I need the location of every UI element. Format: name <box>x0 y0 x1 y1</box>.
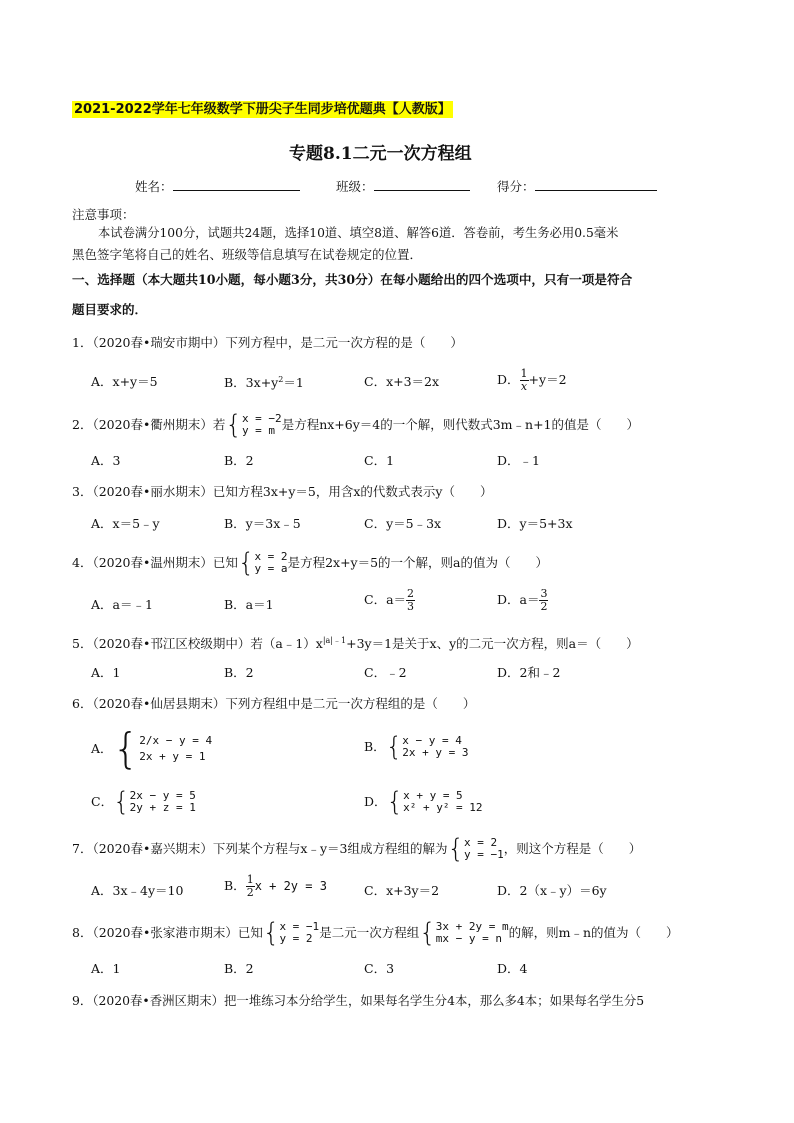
q1-d-post: +y＝2 <box>528 371 567 387</box>
q6-d-brace: { <box>386 787 404 817</box>
q8-stem <box>72 920 679 946</box>
notice-line-1: 本试卷满分100分，试题共24题，选择10道、填空8道、解答6道．答卷前，考生务必用0.5毫米 <box>98 226 619 240</box>
q8-option-a[interactable]: A．1 <box>91 961 121 976</box>
q4-d-fraction <box>539 588 548 612</box>
q8-sys-4: mx − y = n <box>435 932 502 945</box>
class-field <box>336 178 470 194</box>
q8-option-b[interactable]: B．2 <box>224 961 254 976</box>
q9-stem: 9．（2020春•香洲区期末）把一堆练习本分给学生，如果每名学生分4本，那么多4本；如果每名学生分5 <box>72 993 645 1008</box>
name-label: 姓名： <box>135 179 173 194</box>
q2-option-b[interactable]: B．2 <box>224 453 254 468</box>
q3-option-b[interactable]: B．y＝3x﹣5 <box>224 516 301 531</box>
q6-option-a[interactable] <box>91 724 213 773</box>
q6-option-c[interactable] <box>91 789 196 815</box>
q6-c-2: 2y + z = 1 <box>129 801 196 814</box>
q6-d-2: x² + y² = 12 <box>403 801 483 814</box>
q1-d-num: 1 <box>520 367 528 380</box>
q7-sys-2: y = −1 <box>464 848 504 861</box>
q1-d-label: D． <box>497 371 520 387</box>
class-blank[interactable] <box>374 178 470 191</box>
q1-option-a[interactable]: A．x+y＝5 <box>91 374 158 389</box>
q2-option-a[interactable]: A．3 <box>91 453 121 468</box>
q6-a-label: A． <box>91 740 113 756</box>
q2-option-d[interactable]: D．﹣1 <box>497 453 540 468</box>
q4-c-den: 3 <box>407 599 415 613</box>
notice-heading: 注意事项： <box>72 207 135 222</box>
q5-option-b[interactable]: B．2 <box>224 665 254 680</box>
q2-sys-1: x = −2 <box>241 411 282 425</box>
score-blank[interactable] <box>535 178 657 191</box>
q8-sys-2: y = 2 <box>279 932 313 945</box>
q1-b-post: ＝1 <box>283 375 304 391</box>
q5-option-c[interactable]: C．﹣2 <box>364 665 407 680</box>
section-heading-line-2: 题目要求的． <box>72 302 148 317</box>
q8-sys-3: 3x + 2y = m <box>435 919 509 933</box>
q4-c-num: 2 <box>407 587 415 600</box>
q6-b-2: 2x + y = 3 <box>402 746 469 759</box>
q8-brace-1: { <box>262 918 280 948</box>
q4-option-c[interactable] <box>364 588 415 612</box>
q4-pre: 4．（2020春•温州期末）已知 <box>72 554 238 570</box>
q6-c-1: 2x − y = 5 <box>129 788 196 802</box>
q8-sys-1: x = −1 <box>279 919 320 933</box>
q7-option-a[interactable]: A．3x﹣4y＝10 <box>91 883 184 898</box>
q6-stem: 6．（2020春•仙居县期末）下列方程组中是二元一次方程组的是（ ） <box>72 696 476 711</box>
q4-option-a[interactable]: A．a＝﹣1 <box>91 597 153 612</box>
score-label: 得分： <box>497 179 535 194</box>
q6-option-b[interactable] <box>364 734 468 760</box>
q5-option-d[interactable]: D．2和﹣2 <box>497 665 561 680</box>
name-field <box>135 178 300 194</box>
q4-c-fraction <box>406 588 415 612</box>
q1-option-b[interactable] <box>224 376 304 390</box>
q8-option-c[interactable]: C．3 <box>364 961 395 976</box>
q1-stem: 1．（2020春•瑞安市期中）下列方程中，是二元一次方程的是（ ） <box>72 335 463 350</box>
q1-option-d[interactable] <box>497 368 567 392</box>
q4-d-den: 2 <box>540 599 548 613</box>
q6-a-2: 2x + y = 1 <box>139 750 206 763</box>
class-label: 班级： <box>336 179 374 194</box>
q7-b-label: B． <box>224 877 246 893</box>
q7-sys-1: x = 2 <box>464 835 498 849</box>
q1-option-c[interactable]: C．x+3＝2x <box>364 374 440 389</box>
q6-c-label: C． <box>91 793 114 809</box>
q6-b-brace: { <box>385 732 403 762</box>
q2-sys-2: y = m <box>241 424 276 437</box>
q8-pre: 8．（2020春•张家港市期末）已知 <box>72 924 263 940</box>
q3-option-c[interactable]: C．y＝5﹣3x <box>364 516 442 531</box>
q3-stem: 3．（2020春•丽水期末）已知方程3x+y＝5，用含x的代数式表示y（ ） <box>72 484 493 499</box>
q7-b-num: 1 <box>246 873 254 886</box>
q4-sys-1: x = 2 <box>254 549 288 563</box>
q4-d-num: 3 <box>540 587 548 600</box>
q4-d-label: D．a＝ <box>497 591 540 607</box>
q4-stem <box>72 550 548 576</box>
q7-b-post: x + 2y = 3 <box>254 879 327 894</box>
q7-system <box>447 836 503 862</box>
q2-post: 是方程nx+6y＝4的一个解，则代数式3m﹣n+1的值是（ ） <box>281 416 640 432</box>
q8-mid: 是二元一次方程组 <box>319 924 420 940</box>
q7-b-fraction <box>246 874 255 898</box>
score-field <box>497 178 657 194</box>
q6-a-system <box>112 724 213 773</box>
q5-pre: 5．（2020春•邗江区校级期中）若（a﹣1）x <box>72 636 323 652</box>
q7-option-b[interactable] <box>224 874 327 898</box>
notice-line-2: 黑色签字笔将自己的姓名、班级等信息填写在试卷规定的位置． <box>72 247 423 262</box>
q8-post: 的解，则m﹣n的值为（ ） <box>508 924 679 940</box>
q1-d-fraction <box>520 368 529 392</box>
q7-option-c[interactable]: C．x+3y＝2 <box>364 883 440 898</box>
q7-b-den: 2 <box>246 885 254 899</box>
q8-brace-2: { <box>419 918 436 948</box>
q4-option-d[interactable] <box>497 588 548 612</box>
q2-option-c[interactable]: C．1 <box>364 453 395 468</box>
q1-d-den: x <box>520 379 528 393</box>
q8-system-1 <box>263 920 319 946</box>
q5-stem <box>72 637 639 651</box>
q6-b-1: x − y = 4 <box>402 733 462 747</box>
q5-exponent: |a|﹣1 <box>322 636 347 645</box>
q5-post: +3y＝1是关于x、y的二元一次方程，则a＝（ ） <box>346 636 639 652</box>
q7-option-d[interactable]: D．2（x﹣y）＝6y <box>497 883 607 898</box>
q1-b-text: B．3x+y <box>224 375 279 391</box>
q6-c-brace: { <box>113 787 130 817</box>
q4-brace: { <box>237 548 255 578</box>
q6-d-system <box>387 789 483 815</box>
q3-option-d[interactable]: D．y＝5+3x <box>497 516 573 531</box>
q4-post: 是方程2x+y＝5的一个解，则a的值为（ ） <box>287 554 549 570</box>
q4-c-label: C．a＝ <box>364 591 407 607</box>
q2-stem <box>72 412 639 438</box>
q6-a-1: 2/x − y = 4 <box>139 733 213 747</box>
series-banner: 2021-2022学年七年级数学下册尖子生同步培优题典【人教版】 <box>74 102 451 117</box>
q7-post: ，则这个方程是（ ） <box>503 840 642 856</box>
name-blank[interactable] <box>173 178 300 191</box>
page-title: 专题8.1二元一次方程组 <box>289 144 472 164</box>
q4-sys-2: y = a <box>254 562 288 575</box>
q4-option-b[interactable]: B．a＝1 <box>224 597 274 612</box>
q7-stem <box>72 836 641 862</box>
q2-pre: 2．（2020春•衢州期末）若 <box>72 416 226 432</box>
q6-d-1: x + y = 5 <box>403 788 463 802</box>
q6-c-system <box>113 789 196 815</box>
q2-system <box>225 412 281 438</box>
q8-option-d[interactable]: D．4 <box>497 961 528 976</box>
q5-option-a[interactable]: A．1 <box>91 665 121 680</box>
q6-b-label: B． <box>364 738 386 754</box>
q2-brace: { <box>225 410 242 440</box>
q6-a-brace: { <box>112 724 140 773</box>
q7-brace: { <box>447 834 464 864</box>
q3-option-a[interactable]: A．x＝5﹣y <box>91 516 160 531</box>
q8-system-2 <box>419 920 508 946</box>
q6-b-system <box>386 734 469 760</box>
q6-d-label: D． <box>364 793 387 809</box>
q7-pre: 7．（2020春•嘉兴期末）下列某个方程与x﹣y＝3组成方程组的解为 <box>72 840 448 856</box>
q6-option-d[interactable] <box>364 789 483 815</box>
section-heading-line-1: 一、选择题（本大题共10小题，每小题3分，共30分）在每小题给出的四个选项中，只有一项是符合 <box>72 272 633 287</box>
q1-b-exponent: 2 <box>278 375 284 384</box>
q4-system <box>238 550 288 576</box>
